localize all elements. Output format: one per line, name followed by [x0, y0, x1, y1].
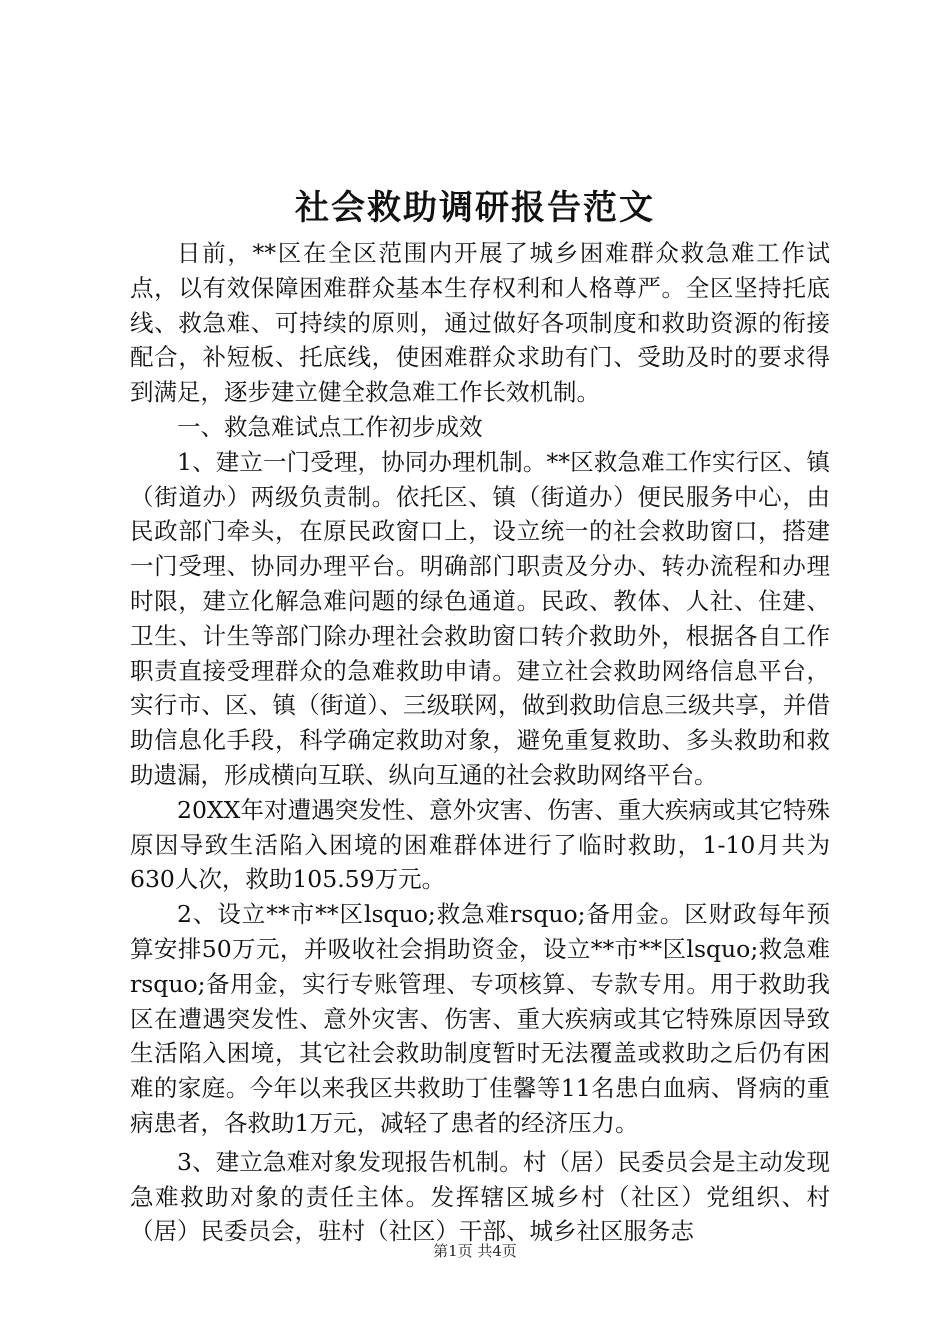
- document-body: [130, 236, 830, 1249]
- page-number-footer: 第1页 共4页: [433, 1242, 517, 1260]
- document-title: 社会救助调研报告范文: [295, 188, 655, 228]
- section-heading: 一、救急难试点工作初步成效: [177, 412, 483, 441]
- paragraph-item-1: 1、建立一门受理，协同办理机制。**区救急难工作实行区、镇（街道办）两级负责制。依托区、镇（街道办）便民服务中心，由民政部门牵头，在原民政窗口上，设立统一的社会救助窗口，搭建一门受理、协同办理平台。明确部门职责及分办、转办流程和办理时限，建立化解急难问题的绿色通道。民政、教体、人社、住建、卫生、计生等部门除办理社会救助窗口转介救助外，根据各自工作职责直接受理群众的急难救助申请。建立社会救助网络信息平台，实行市、区、镇（街道）、三级联网，做到救助信息三级共享，并借助信息化手段，科学确定救助对象，避免重复救助、多头救助和救助遗漏，形成横向互联、纵向互通的社会救助网络平台。: [130, 447, 830, 789]
- paragraph-item-2: 2、设立**市**区lsquo;救急难rsquo;备用金。区财政每年预算安排50万元，并吸收社会捐助资金，设立**市**区lsquo;救急难rsquo;备用金，实行专账管理、专项核算、专款专用。用于救助我区在遭遇突发性、意外灾害、伤害、重大疾病或其它特殊原因导致生活陷入困境，其它社会救助制度暂时无法覆盖或救助之后仍有困难的家庭。今年以来我区共救助丁佳馨等11名患白血病、肾病的重病患者，各救助1万元，减轻了患者的经济压力。: [130, 900, 830, 1137]
- paragraph-item-3: 3、建立急难对象发现报告机制。村（居）民委员会是主动发现急难救助对象的责任主体。发挥辖区城乡村（社区）党组织、村（居）民委员会，驻村（社区）干部、城乡社区服务志: [130, 1147, 830, 1246]
- paragraph-intro: 日前，**区在全区范围内开展了城乡困难群众救急难工作试点，以有效保障困难群众基本生存权利和人格尊严。全区坚持托底线、救急难、可持续的原则，通过做好各项制度和救助资源的衔接配合，补短板、托底线，使困难群众求助有门、受助及时的要求得到满足，逐步建立健全救急难工作长效机制。: [130, 239, 830, 407]
- paragraph-statistics: 20XX年对遭遇突发性、意外灾害、伤害、重大疾病或其它特殊原因导致生活陷入困境的困难群体进行了临时救助，1-10月共为630人次，救助105.59万元。: [130, 795, 830, 894]
